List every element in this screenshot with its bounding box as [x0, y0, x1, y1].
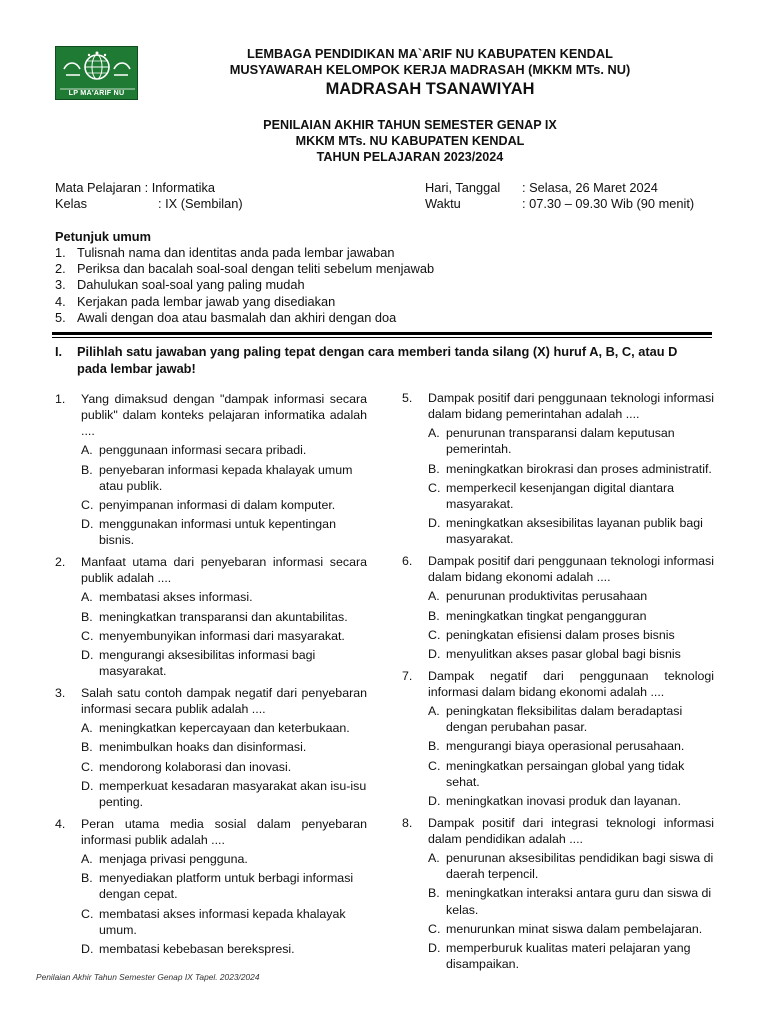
option-letter: C. — [428, 758, 441, 773]
instruction-text: Periksa dan bacalah soal-soal dengan teliti sebelum menjawab — [77, 261, 435, 277]
option-d[interactable] — [428, 940, 714, 972]
instruction-text: Tulisnah nama dan identitas anda pada lembar jawaban — [77, 245, 395, 260]
instructions-title: Petunjuk umum — [55, 229, 151, 244]
option-text: penggunaan informasi secara pribadi. — [99, 443, 307, 458]
option-d[interactable] — [428, 646, 714, 662]
option-d[interactable] — [81, 778, 367, 810]
question-number: 4. — [55, 816, 66, 831]
option-b[interactable] — [428, 885, 714, 917]
instruction-item — [55, 277, 695, 293]
question-8 — [402, 815, 714, 975]
option-text: memperburuk kualitas materi pelajaran yang disampaikan. — [446, 940, 691, 971]
option-d[interactable] — [81, 516, 367, 548]
option-text: menggunakan informasi untuk kepentingan bisnis. — [99, 516, 336, 547]
instructions-list — [55, 245, 695, 326]
instruction-item — [55, 310, 695, 326]
option-a[interactable] — [428, 588, 714, 604]
option-letter: A. — [81, 721, 93, 736]
option-letter: A. — [428, 704, 440, 719]
option-letter: C. — [428, 627, 441, 642]
option-c[interactable] — [428, 758, 714, 790]
question-text: Dampak negatif dari penggunaan teknologi informasi dalam bidang ekonomi adalah .... — [428, 668, 714, 699]
question-text: Peran utama media sosial dalam penyebaran informasi publik adalah .... — [81, 816, 367, 847]
option-letter: A. — [81, 852, 93, 867]
time-label: Waktu — [425, 196, 461, 211]
working-group-name: MUSYAWARAH KELOMPOK KERJA MADRASAH (MKKM MTs. NU) — [229, 62, 631, 77]
option-d[interactable] — [81, 647, 367, 679]
section-number: I. — [55, 344, 63, 359]
question-number: 8. — [402, 815, 413, 830]
option-b[interactable] — [81, 609, 367, 625]
exam-organizer: MKKM MTs. NU KABUPATEN KENDAL — [295, 134, 525, 148]
option-letter: A. — [428, 851, 440, 866]
option-text: menurunkan minat siswa dalam pembelajaran. — [446, 921, 703, 936]
question-text: Dampak positif dari penggunaan teknologi informasi dalam bidang ekonomi adalah .... — [428, 554, 714, 585]
option-b[interactable] — [81, 739, 367, 755]
instruction-item — [55, 294, 695, 310]
question-5 — [402, 390, 714, 550]
question-number: 3. — [55, 686, 66, 700]
instruction-number: 2. — [55, 261, 66, 277]
instruction-text: Awali dengan doa atau basmalah dan akhiri dengan doa — [77, 309, 397, 325]
option-text: penurunan produktivitas perusahaan — [446, 589, 648, 604]
option-text: membatasi akses informasi. — [99, 590, 253, 605]
divider-thin — [52, 337, 712, 338]
option-b[interactable] — [81, 462, 367, 494]
option-a[interactable] — [428, 425, 714, 457]
option-text: menimbulkan hoaks dan disinformasi. — [99, 740, 307, 755]
option-b[interactable] — [428, 608, 714, 624]
option-letter: A. — [81, 443, 93, 458]
option-text: mengurangi aksesibilitas informasi bagi masyarakat. — [99, 647, 316, 678]
section-text: Pilihlah satu jawaban yang paling tepat dengan cara memberi tanda silang (X) huruf A, B, C, atau D pada lembar jawab! — [77, 344, 678, 376]
question-number: 6. — [402, 554, 413, 569]
questions-right-column — [402, 390, 714, 978]
option-letter: A. — [428, 426, 440, 441]
academic-year: TAHUN PELAJARAN 2023/2024 — [316, 150, 504, 164]
lp-maarif-nu-logo — [55, 46, 138, 100]
question-2 — [55, 554, 367, 682]
option-text: peningkatan fleksibilitas dalam beradaptasi dengan perubahan pasar. — [446, 704, 683, 735]
option-letter: B. — [81, 740, 93, 755]
option-a[interactable] — [81, 589, 367, 605]
instruction-item — [55, 245, 695, 261]
option-c[interactable] — [81, 628, 367, 644]
option-d[interactable] — [428, 515, 714, 547]
option-letter: C. — [81, 497, 94, 512]
instruction-number: 3. — [55, 277, 66, 293]
option-letter: A. — [81, 590, 93, 605]
option-letter: B. — [428, 608, 440, 623]
option-a[interactable] — [81, 720, 367, 736]
option-a[interactable] — [428, 850, 714, 882]
option-text: membatasi akses informasi kepada khalayak umum. — [99, 906, 346, 937]
option-text: penyimpanan informasi di dalam komputer. — [99, 497, 336, 512]
question-6 — [402, 553, 714, 665]
option-text: meningkatkan kepercayaan dan keterbukaan. — [99, 721, 350, 736]
option-b[interactable] — [81, 870, 367, 902]
option-c[interactable] — [428, 480, 714, 512]
page-footer: Penilaian Akhir Tahun Semester Genap IX Tapel. 2023/2024 — [36, 972, 260, 982]
option-text: meningkatkan persaingan global yang tidak sehat. — [446, 758, 685, 789]
date-value: : Selasa, 26 Maret 2024 — [522, 180, 658, 195]
instruction-text: Dahulukan soal-soal yang paling mudah — [77, 277, 305, 293]
option-letter: C. — [428, 921, 441, 936]
option-text: penurunan transparansi dalam keputusan pemerintah. — [446, 426, 675, 457]
question-text: Dampak positif dari integrasi teknologi informasi dalam pendidikan adalah .... — [428, 815, 714, 846]
option-c[interactable] — [81, 497, 367, 513]
question-7 — [402, 668, 714, 812]
option-letter: B. — [81, 462, 93, 477]
class-label: Kelas — [55, 196, 88, 211]
subject-line: Mata Pelajaran : Informatika — [55, 180, 216, 195]
question-3 — [55, 685, 367, 813]
option-text: penyebaran informasi kepada khalayak umum atau publik. — [99, 462, 353, 493]
option-text: meningkatkan transparansi dan akuntabilitas. — [99, 609, 348, 624]
question-text: Salah satu contoh dampak negatif dari penyebaran informasi secara publik adalah .... — [81, 686, 367, 717]
option-letter: D. — [428, 515, 441, 530]
question-4 — [55, 816, 367, 960]
option-letter: D. — [428, 793, 441, 808]
question-text: Yang dimaksud dengan "dampak informasi secara publik" dalam konteks pelajaran informatika adalah .... — [81, 392, 367, 439]
instruction-number: 4. — [55, 293, 66, 309]
option-letter: D. — [81, 516, 94, 531]
option-text: meningkatkan tingkat pengangguran — [446, 608, 647, 623]
question-number: 1. — [55, 392, 66, 406]
option-a[interactable] — [428, 703, 714, 735]
option-c[interactable] — [81, 906, 367, 938]
option-letter: D. — [81, 778, 94, 793]
question-1 — [55, 391, 367, 551]
option-letter: C. — [81, 628, 94, 643]
option-c[interactable] — [428, 627, 714, 643]
option-text: meningkatkan birokrasi dan proses administratif. — [446, 461, 712, 476]
question-number: 7. — [402, 668, 413, 683]
option-text: menjaga privasi pengguna. — [99, 852, 248, 867]
option-letter: C. — [81, 759, 94, 774]
question-number: 5. — [402, 391, 413, 405]
exam-title: PENILAIAN AKHIR TAHUN SEMESTER GENAP IX — [263, 118, 557, 132]
option-letter: D. — [81, 647, 94, 662]
option-text: memperkecil kesenjangan digital diantara masyarakat. — [446, 480, 674, 511]
option-text: mendorong kolaborasi dan inovasi. — [99, 759, 292, 774]
option-d[interactable] — [81, 941, 367, 957]
option-a[interactable] — [81, 851, 367, 867]
date-label: Hari, Tanggal — [425, 180, 501, 195]
instruction-item — [55, 261, 695, 277]
option-text: menyembunyikan informasi dari masyarakat. — [99, 628, 345, 643]
divider-thick — [52, 332, 712, 335]
option-letter: B. — [81, 871, 93, 886]
option-c[interactable] — [81, 759, 367, 775]
option-text: meningkatkan interaksi antara guru dan siswa di kelas. — [446, 886, 712, 917]
option-b[interactable] — [428, 461, 714, 477]
option-letter: D. — [428, 940, 441, 955]
question-number: 2. — [55, 555, 66, 570]
option-text: menyulitkan akses pasar global bagi bisnis — [446, 646, 681, 661]
instruction-number: 1. — [55, 245, 66, 260]
instruction-number: 5. — [55, 309, 66, 325]
section-instruction — [55, 344, 705, 377]
option-c[interactable] — [428, 921, 714, 937]
option-letter: A. — [428, 589, 440, 604]
option-letter: B. — [81, 609, 93, 624]
question-text: Manfaat utama dari penyebaran informasi secara publik adalah .... — [81, 555, 367, 586]
school-name: MADRASAH TSANAWIYAH — [325, 80, 535, 98]
option-text: membatasi kebebasan berekspresi. — [99, 941, 295, 956]
option-text: mengurangi biaya operasional perusahaan. — [446, 739, 685, 754]
time-value: : 07.30 – 09.30 Wib (90 menit) — [522, 196, 695, 211]
option-text: memperkuat kesadaran masyarakat akan isu-isu penting. — [99, 778, 367, 809]
option-letter: C. — [81, 906, 94, 921]
option-letter: C. — [428, 480, 441, 495]
option-a[interactable] — [81, 442, 367, 458]
option-d[interactable] — [428, 793, 714, 809]
option-letter: B. — [428, 886, 440, 901]
option-b[interactable] — [428, 738, 714, 754]
option-letter: D. — [428, 646, 441, 661]
institution-name: LEMBAGA PENDIDIKAN MA`ARIF NU KABUPATEN KENDAL — [247, 46, 613, 61]
option-text: peningkatan efisiensi dalam proses bisnis — [446, 627, 675, 642]
option-text: meningkatkan inovasi produk dan layanan. — [446, 793, 681, 808]
option-text: menyediakan platform untuk berbagi informasi dengan cepat. — [99, 871, 354, 902]
option-text: meningkatkan aksesibilitas layanan publik bagi masyarakat. — [446, 515, 703, 546]
option-letter: B. — [428, 739, 440, 754]
logo-caption: LP MA'ARIF NU — [68, 87, 125, 97]
option-letter: B. — [428, 461, 440, 476]
class-value: : IX (Sembilan) — [158, 196, 243, 211]
question-text: Dampak positif dari penggunaan teknologi informasi dalam bidang pemerintahan adalah .... — [428, 391, 714, 422]
questions-left-column — [55, 391, 367, 963]
instruction-text: Kerjakan pada lembar jawab yang disediakan — [77, 293, 336, 309]
option-text: penurunan aksesibilitas pendidikan bagi siswa di daerah terpencil. — [446, 851, 714, 882]
option-letter: D. — [81, 941, 94, 956]
